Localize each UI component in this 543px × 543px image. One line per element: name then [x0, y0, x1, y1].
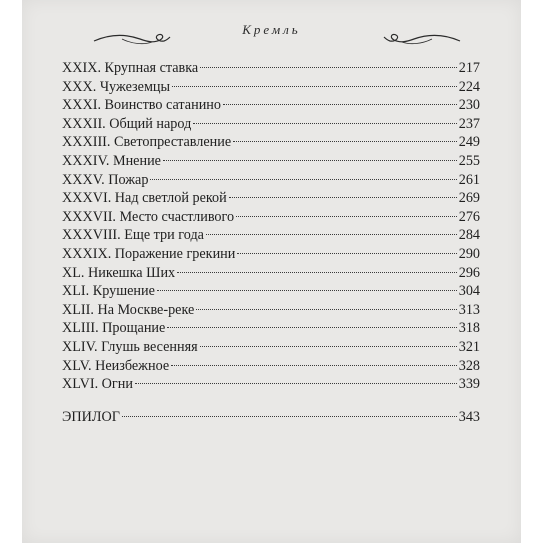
toc-entry-page: 224 — [458, 78, 480, 95]
toc-entry-page: 269 — [458, 190, 480, 207]
toc-epilogue-page: 343 — [458, 408, 480, 425]
toc-entry-title: XXXVII. Место счастливого — [62, 208, 235, 225]
toc-entry-page: 339 — [458, 376, 480, 393]
dot-leader — [122, 416, 457, 417]
toc-entry — [62, 226, 480, 245]
dot-leader — [171, 365, 457, 366]
toc-entry-page: 249 — [458, 134, 480, 151]
dot-leader — [177, 272, 457, 273]
dot-leader — [196, 309, 456, 310]
running-header-title: Кремль — [242, 22, 301, 37]
toc-entry-page: 230 — [458, 97, 480, 114]
toc-entry-page: 276 — [458, 208, 480, 225]
toc-entry — [62, 301, 480, 320]
dot-leader — [172, 86, 457, 87]
toc-entry-page: 321 — [458, 338, 480, 355]
toc-entry — [62, 78, 480, 97]
toc-entry — [62, 282, 480, 301]
dot-leader — [163, 160, 457, 161]
dot-leader — [200, 346, 457, 347]
toc-entry-title: XXXIX. Поражение грекини — [62, 245, 236, 262]
toc-entry — [62, 319, 480, 338]
toc-entry-page: 328 — [458, 357, 480, 374]
dot-leader — [229, 197, 457, 198]
dot-leader — [135, 383, 457, 384]
toc-entry-title: XLI. Крушение — [62, 283, 155, 300]
toc-entry-title: XXXIII. Светопреставление — [62, 134, 232, 151]
dot-leader — [193, 123, 456, 124]
toc-entry — [62, 245, 480, 264]
toc-entry — [62, 208, 480, 227]
toc-entry-title: XLIII. Прощание — [62, 320, 166, 337]
dot-leader — [200, 67, 457, 68]
toc-epilogue-title: ЭПИЛОГ — [62, 408, 120, 425]
toc-entry-title: XXX. Чужеземцы — [62, 78, 171, 95]
toc-entry-page: 304 — [458, 283, 480, 300]
toc-entry-title: XXXIV. Мнение — [62, 152, 161, 169]
toc-entry — [62, 375, 480, 394]
toc-entry — [62, 59, 480, 78]
toc-entry-page: 217 — [458, 60, 480, 76]
dot-leader — [237, 253, 456, 254]
table-of-contents — [62, 59, 480, 426]
toc-epilogue-entry — [62, 408, 480, 427]
toc-entry-title: XXXII. Общий народ — [62, 115, 192, 132]
toc-entry-page: 255 — [458, 152, 480, 169]
dot-leader — [223, 104, 457, 105]
toc-entry-page: 313 — [458, 301, 480, 318]
toc-entry-title: XXXVIII. Еще три года — [62, 227, 204, 244]
toc-entry — [62, 96, 480, 115]
toc-entry — [62, 171, 480, 190]
running-header — [22, 22, 521, 52]
right-flourish-ornament-icon — [382, 30, 462, 48]
dot-leader — [167, 327, 456, 328]
toc-entry-page: 284 — [458, 227, 480, 244]
dot-leader — [157, 290, 457, 291]
dot-leader — [150, 179, 456, 180]
dot-leader — [206, 234, 457, 235]
toc-entry-title: XLVI. Огни — [62, 376, 133, 393]
toc-entry — [62, 115, 480, 134]
toc-entry-page: 296 — [458, 264, 480, 281]
toc-entry — [62, 338, 480, 357]
dot-leader — [233, 141, 457, 142]
toc-entry-page: 318 — [458, 320, 480, 337]
toc-entry-title: XLV. Неизбежное — [62, 357, 170, 374]
toc-entry-title: XXXI. Воинство сатанино — [62, 97, 221, 114]
toc-entry-title: XL. Никешка Ших — [62, 264, 176, 281]
toc-entry-title: XXXV. Пожар — [62, 171, 149, 188]
toc-entry-title: XLIV. Глушь весенняя — [62, 338, 198, 355]
book-page — [22, 0, 521, 543]
toc-entry — [62, 133, 480, 152]
toc-entry-page: 290 — [458, 245, 480, 262]
toc-entry-page: 237 — [458, 115, 480, 132]
toc-entry-title: XXXVI. Над светлой рекой — [62, 190, 227, 207]
toc-entry-title: XLII. На Москве-реке — [62, 301, 195, 318]
toc-entry — [62, 357, 480, 376]
toc-entry — [62, 264, 480, 283]
toc-entry — [62, 189, 480, 208]
toc-entry-title: XXIX. Крупная ставка — [62, 60, 199, 76]
toc-entry — [62, 152, 480, 171]
dot-leader — [236, 216, 457, 217]
toc-entry-page: 261 — [458, 171, 480, 188]
